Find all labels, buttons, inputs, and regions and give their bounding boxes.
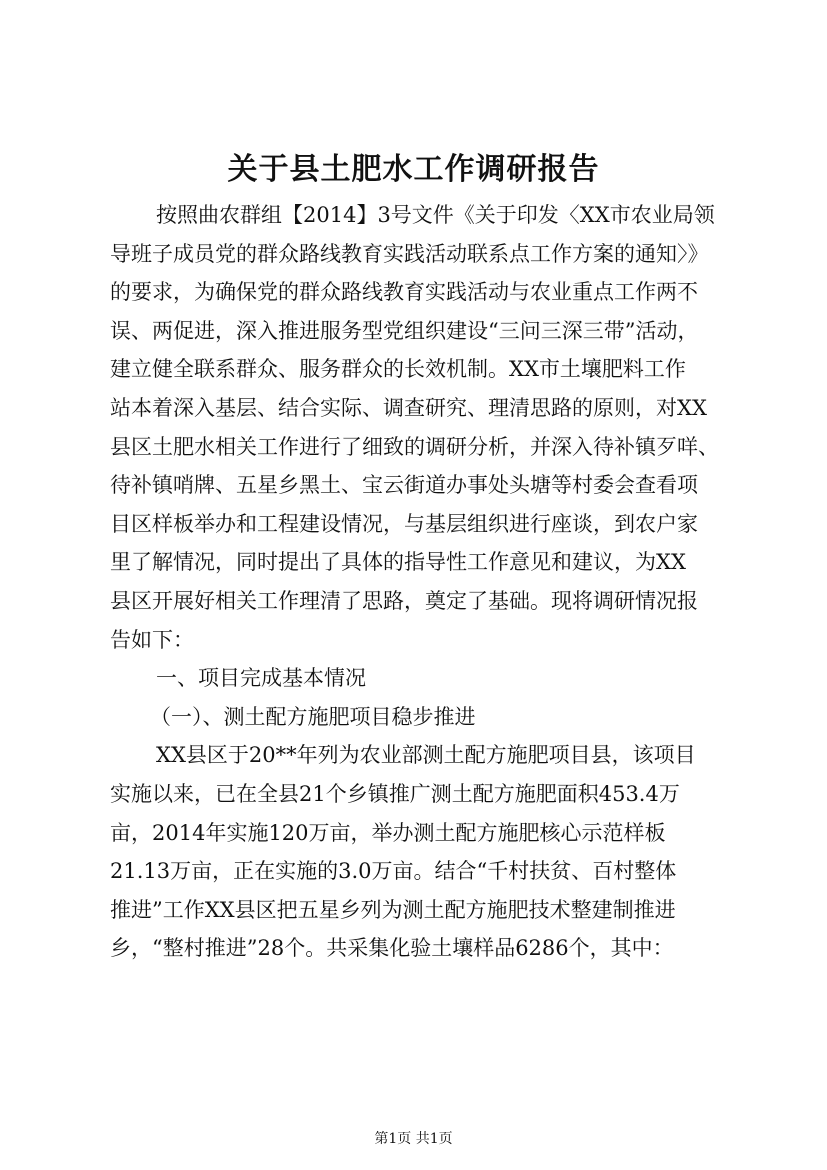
body-line: 告如下： xyxy=(110,627,194,652)
body-line: 待补镇哨牌、五星乡黑土、宝云街道办事处头塘等村委会查看项 xyxy=(110,473,698,498)
body-line: 实施以来，已在全县21个乡镇推广测土配方施肥面积453.4万 xyxy=(110,781,680,806)
body-line: 县区开展好相关工作理清了思路，奠定了基础。现将调研情况报 xyxy=(110,588,698,613)
body-line: 站本着深入基层、结合实际、调查研究、理清思路的原则，对XX xyxy=(110,395,707,420)
body-line: 按照曲农群组【2014】3号文件《关于印发〈XX市农业局领 xyxy=(156,203,715,227)
body-line: 乡，“整村推进”28个。共采集化验土壤样品6286个，其中： xyxy=(110,936,674,961)
body-line: 推进”工作XX县区把五星乡列为测土配方施肥技术整建制推进 xyxy=(110,897,676,922)
body-line: 县区土肥水相关工作进行了细致的调研分析，并深入待补镇歹咩、 xyxy=(110,434,719,459)
body-line: 里了解情况，同时提出了具体的指导性工作意见和建议，为XX xyxy=(110,550,686,575)
body-line: 误、两促进，深入推进服务型党组织建设“三问三深三带”活动， xyxy=(110,318,699,343)
subsection-heading: （一）、测土配方施肥项目稳步推进 xyxy=(150,704,476,729)
body-line: 亩，2014年实施120万亩，举办测土配方施肥核心示范样板 xyxy=(110,820,666,845)
page-footer: 第1页 共1页 xyxy=(374,1131,453,1147)
body-line: 的要求，为确保党的群众路线教育实践活动与农业重点工作两不 xyxy=(110,280,698,305)
document-body xyxy=(110,196,740,968)
body-line: 导班子成员党的群众路线教育实践活动联系点工作方案的通知〉》 xyxy=(110,241,709,266)
body-line: XX县区于20**年列为农业部测土配方施肥项目县，该项目 xyxy=(156,743,696,768)
body-line: 目区样板举办和工程建设情况，与基层组织进行座谈，到农户家 xyxy=(110,511,698,536)
document-title: 关于县土肥水工作调研报告 xyxy=(227,152,600,187)
body-line: 建立健全联系群众、服务群众的长效机制。XX市土壤肥料工作 xyxy=(110,357,686,382)
body-line: 21.13万亩，正在实施的3.0万亩。结合“千村扶贫、百村整体 xyxy=(110,859,677,884)
section-heading: 一、项目完成基本情况 xyxy=(156,666,366,691)
